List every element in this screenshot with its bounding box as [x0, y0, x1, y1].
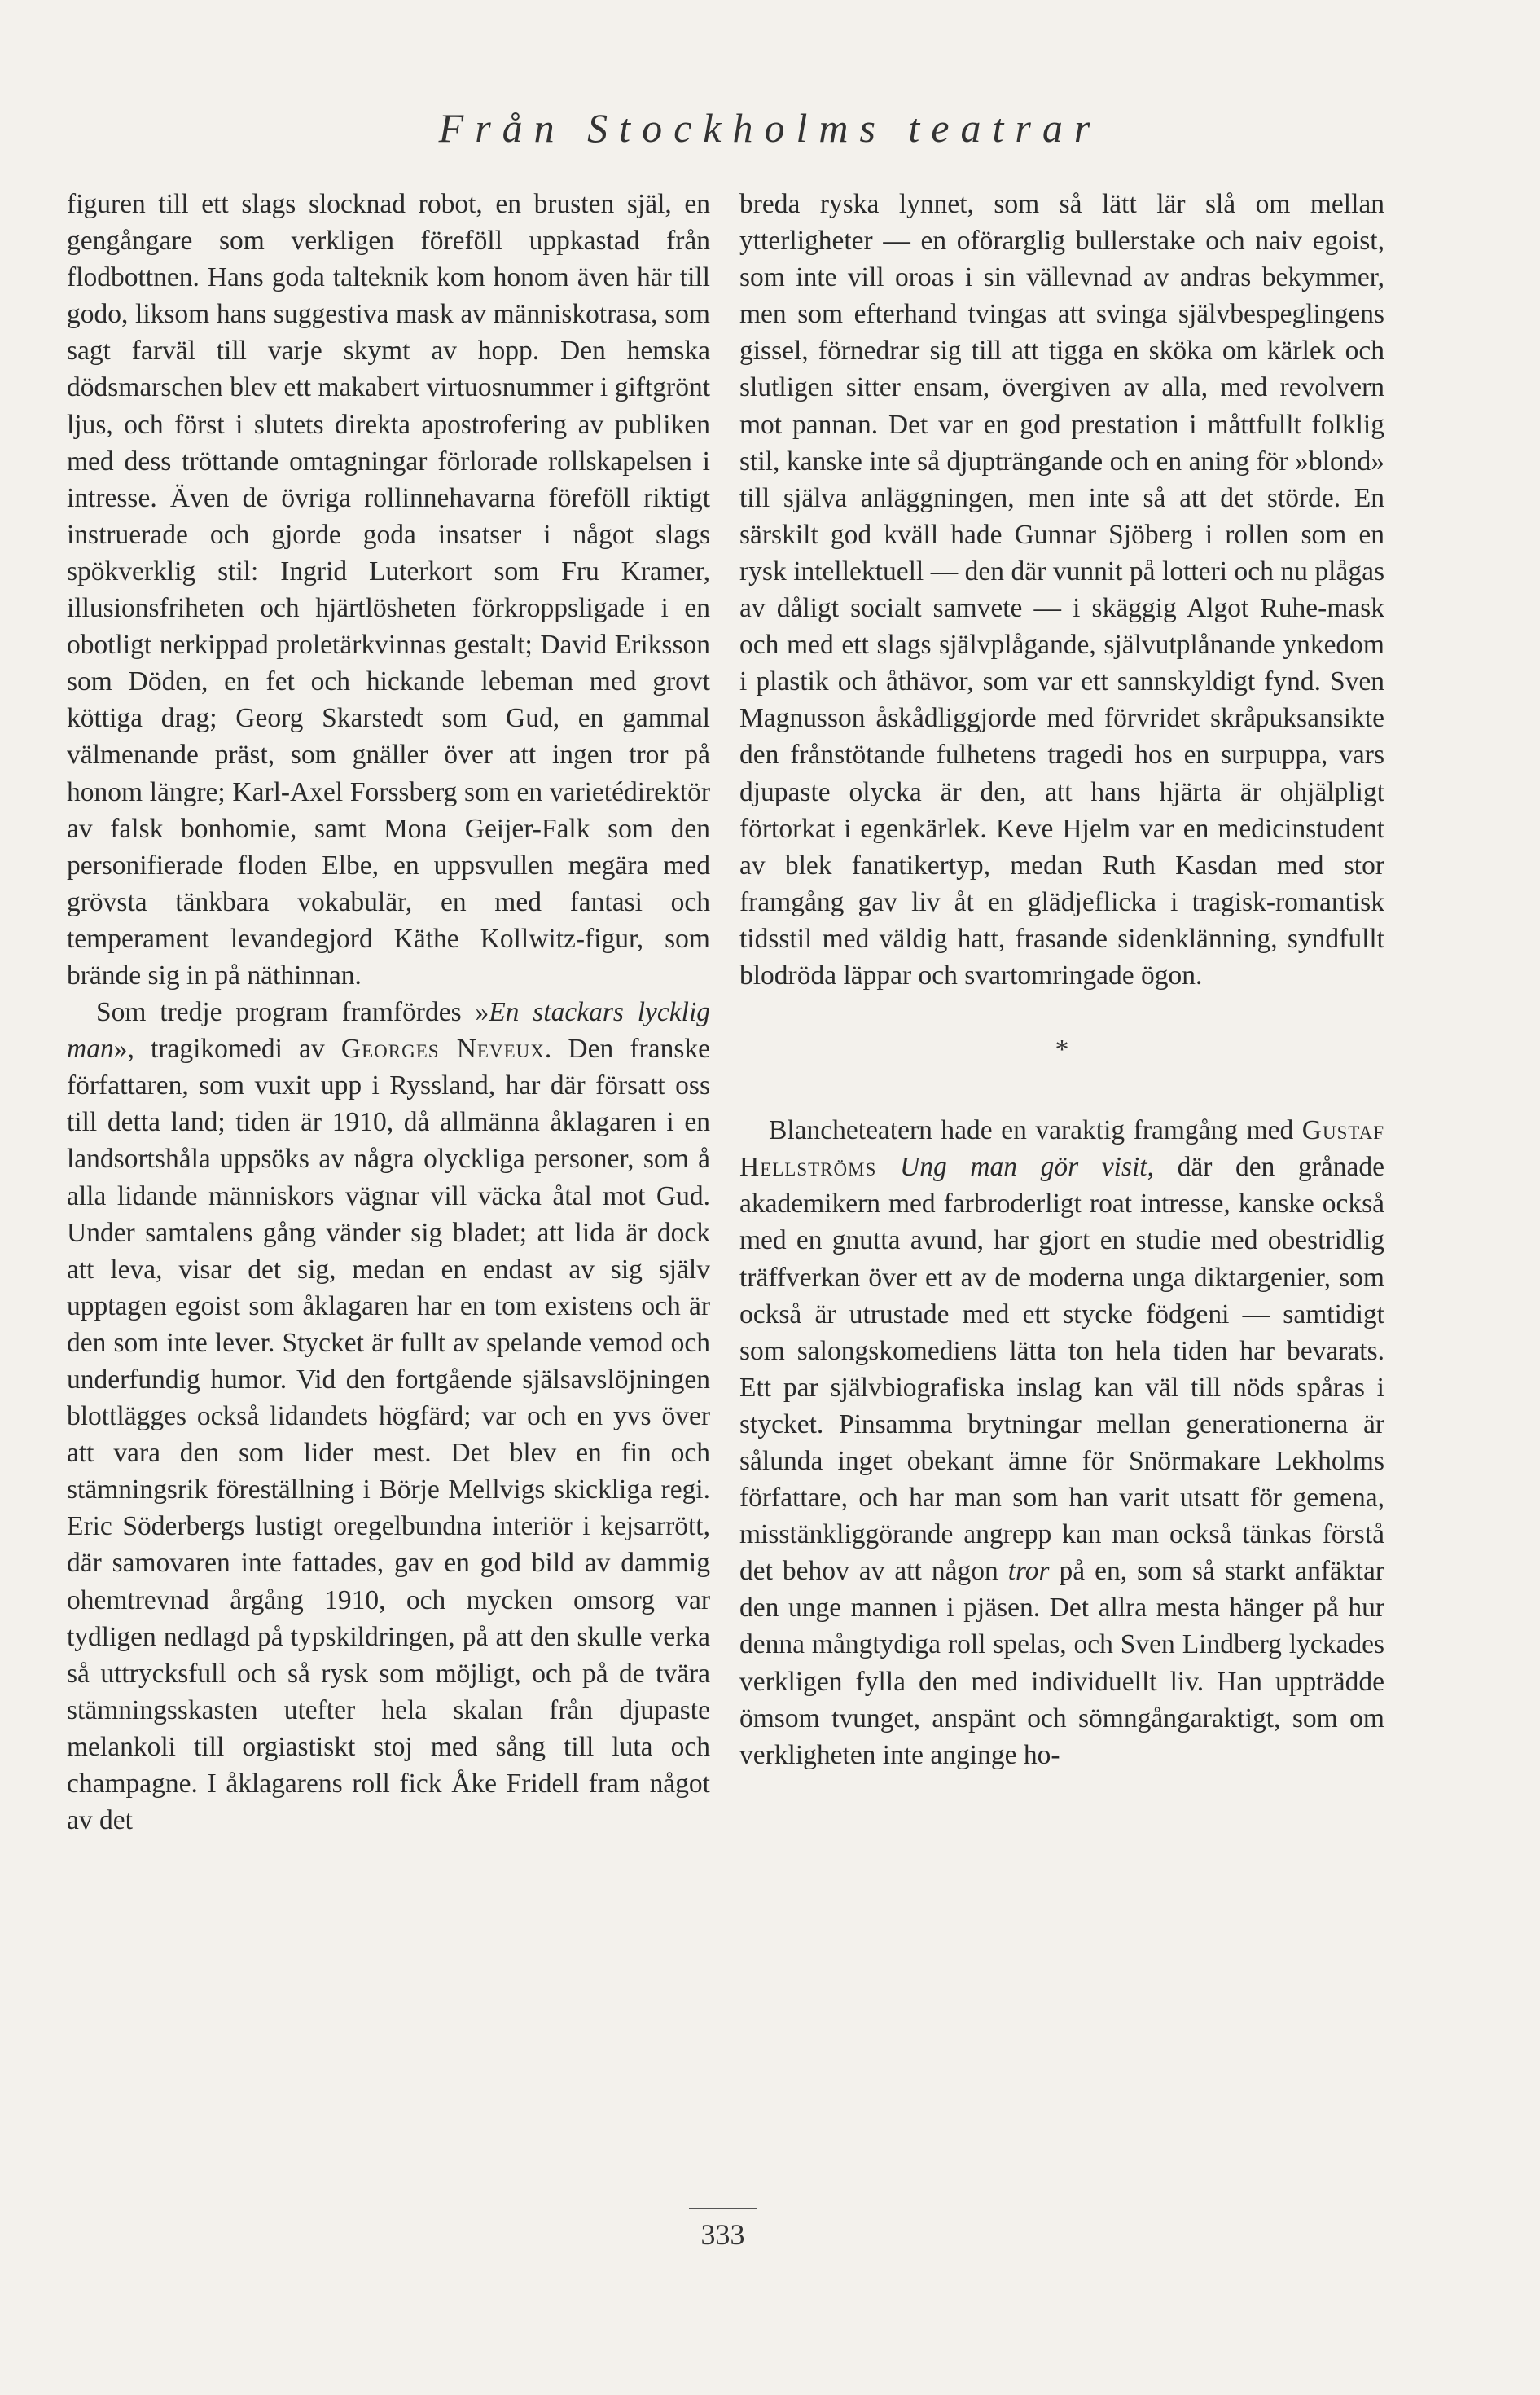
section-separator: *	[1055, 1035, 1069, 1066]
text-run: », tragikomedi av	[113, 1034, 341, 1065]
text-run: . Den franske författaren, som vuxit upp i Ryssland, har där försatt oss till detta land; tiden är 1910, då allmänna åklagaren i en landsortshåla uppsöks av några olyckliga personer, som å alla lidande människors vägnar vill väcka åtal mot Gud. Under samtalens gång vänder sig bladet; att lida är dock att leva, visar det sig, medan en endast av sig själv upptagen egoist som åklagaren har en tom existens och är den som inte lever. Stycket är fullt av spelande vemod och underfundig humor. Vid den fortgående själsavslöjningen blottlägges också lidandets högfärd; var och en yvs över att vara den som lider mest. Det blev en fin och stämningsrik föreställning i Börje Mellvigs skickliga regi. Eric Söderbergs lustigt oregelbundna interiör i kejsarrött, där samovaren inte fattades, gav en god bild av dammig ohemtrevnad årgång 1910, och mycken omsorg var tydligen nedlagd på typskildringen, på att den skulle verka så uttrycksfull och så rysk som möjligt, och på de tvära stämningsskasten utefter hela skalan från djupaste melankoli till orgiastiskt stoj med sång till luta och champagne. I åklagarens roll fick Åke Fridell fram något av det	[67, 1034, 710, 1836]
left-column	[67, 186, 710, 1839]
emphasis: tror	[1007, 1556, 1050, 1587]
play-title: En stackars lycklig man	[67, 997, 711, 1065]
play-title: Ung man gör visit	[900, 1152, 1147, 1183]
page-number: 333	[700, 2218, 745, 2251]
running-title: Från Stockholms teatrar	[438, 105, 1102, 151]
text-run	[876, 1152, 900, 1182]
text-run: på en, som så starkt anfäktar den unge mannen i pjäsen. Det allra mesta hänger på hur denna mångtydiga roll spelas, och Sven Lindberg lyckades verkligen fylla den med individuellt liv. Han uppträdde ömsom tvunget, anspänt och sömngångaraktigt, som om verkligheten inte anginge ho-	[739, 1556, 1384, 1770]
right-paragraph-2	[739, 1112, 1384, 1773]
left-paragraph-2	[67, 994, 710, 1839]
text-run: Blancheteatern hade en varaktig framgång med	[769, 1115, 1302, 1146]
author-name: Georges Neveux	[340, 1034, 545, 1065]
text-run: , där den grånade akademikern med farbroderligt roat intresse, kanske också med en gnutta avund, har gjort en studie med obestridlig träffverkan över ett av de moderna unga diktargenier, som också är utrustade med ett stycke födgeni — samtidigt som salongskomediens lätta ton hela tiden har bevarats. Ett par självbiografiska inslag kan väl till nöds spåras i stycket. Pinsamma brytningar mellan generationerna är sålunda inget obekant ämne för Snörmakare Lekholms författare, och har man som han varit utsatt för gemena, misstänkliggörande angrepp kan man också tänkas förstå det behov av att någon	[739, 1152, 1385, 1587]
author-name: Gustaf Hellströms	[739, 1115, 1384, 1183]
right-paragraph-1: breda ryska lynnet, som så lätt lär slå om mellan ytterligheter — en oförarglig bullerstake och naiv egoist, som inte vill oroas i sin vällevnad av andras bekymmer, men som efterhand tvingas att svinga självbespeglingens gissel, förnedrar sig till att tigga en sköka om kärlek och slutligen sitter ensam, övergiven av alla, med revolvern mot pannan. Det var en god prestation i måttfullt folklig stil, kanske inte så djupträngande och en aning för »blond» till själva anläggningen, men inte så att det störde. En särskilt god kväll hade Gunnar Sjöberg i rollen som en rysk intellektuell — den där vunnit på lotteri och nu plågas av dåligt socialt samvete — i skäggig Algot Ruhe-mask och med ett slags självplågande, självutplånande ynkedom i plastik och åthävor, som var ett sannskyldigt fynd. Sven Magnusson åskådliggjorde med förvridet skråpuksansikte den frånstötande fulhetens tragedi hos en surpuppa, vars djupaste olycka är den, att hans hjärta är ohjälpligt förtorkat i egenkärlek. Keve Hjelm var en medicinstudent av blek fanatikertyp, medan Ruth Kasdan med stor framgång gav liv åt en glädjeflicka i tragisk-romantisk tidsstil med väldig hatt, frasande sidenklänning, syndfullt blodröda läppar och svartomringade ögon.	[739, 189, 1384, 991]
footer-rule	[689, 2208, 757, 2209]
right-column	[739, 186, 1384, 1773]
text-run: Som tredje program framfördes »	[96, 997, 489, 1028]
left-paragraph-1: figuren till ett slags slocknad robot, en brusten själ, en gengångare som verkligen föreföll uppkastad från flodbottnen. Hans goda talteknik kom honom även här till godo, liksom hans suggestiva mask av människotrasa, som sagt farväl till varje skymt av hopp. Den hemska dödsmarschen blev ett makabert virtuosnummer i giftgrönt ljus, och först i slutets direkta apostrofering av publiken med dess tröttande omtagningar förlorade rollskapelsen i intresse. Även de övriga rollinnehavarna föreföll riktigt instruerade och gjorde goda insatser i något slags spökverklig stil: Ingrid Luterkort som Fru Kramer, illusionsfriheten och hjärtlösheten förkroppsligade i en obotligt nerkippad proletärkvinnas gestalt; David Eriksson som Döden, en fet och hickande lebeman med grovt köttiga drag; Georg Skarstedt som Gud, en gammal välmenande präst, som gnäller över att ingen tror på honom längre; Karl-Axel Forssberg som en varietédirektör av falsk bonhomie, samt Mona Geijer-Falk som den personifierade floden Elbe, en uppsvullen megära med grövsta tänkbara vokabulär, en med fantasi och temperament levandegjord Käthe Kollwitz-figur, som brände sig in på näthinnan.	[67, 189, 710, 991]
